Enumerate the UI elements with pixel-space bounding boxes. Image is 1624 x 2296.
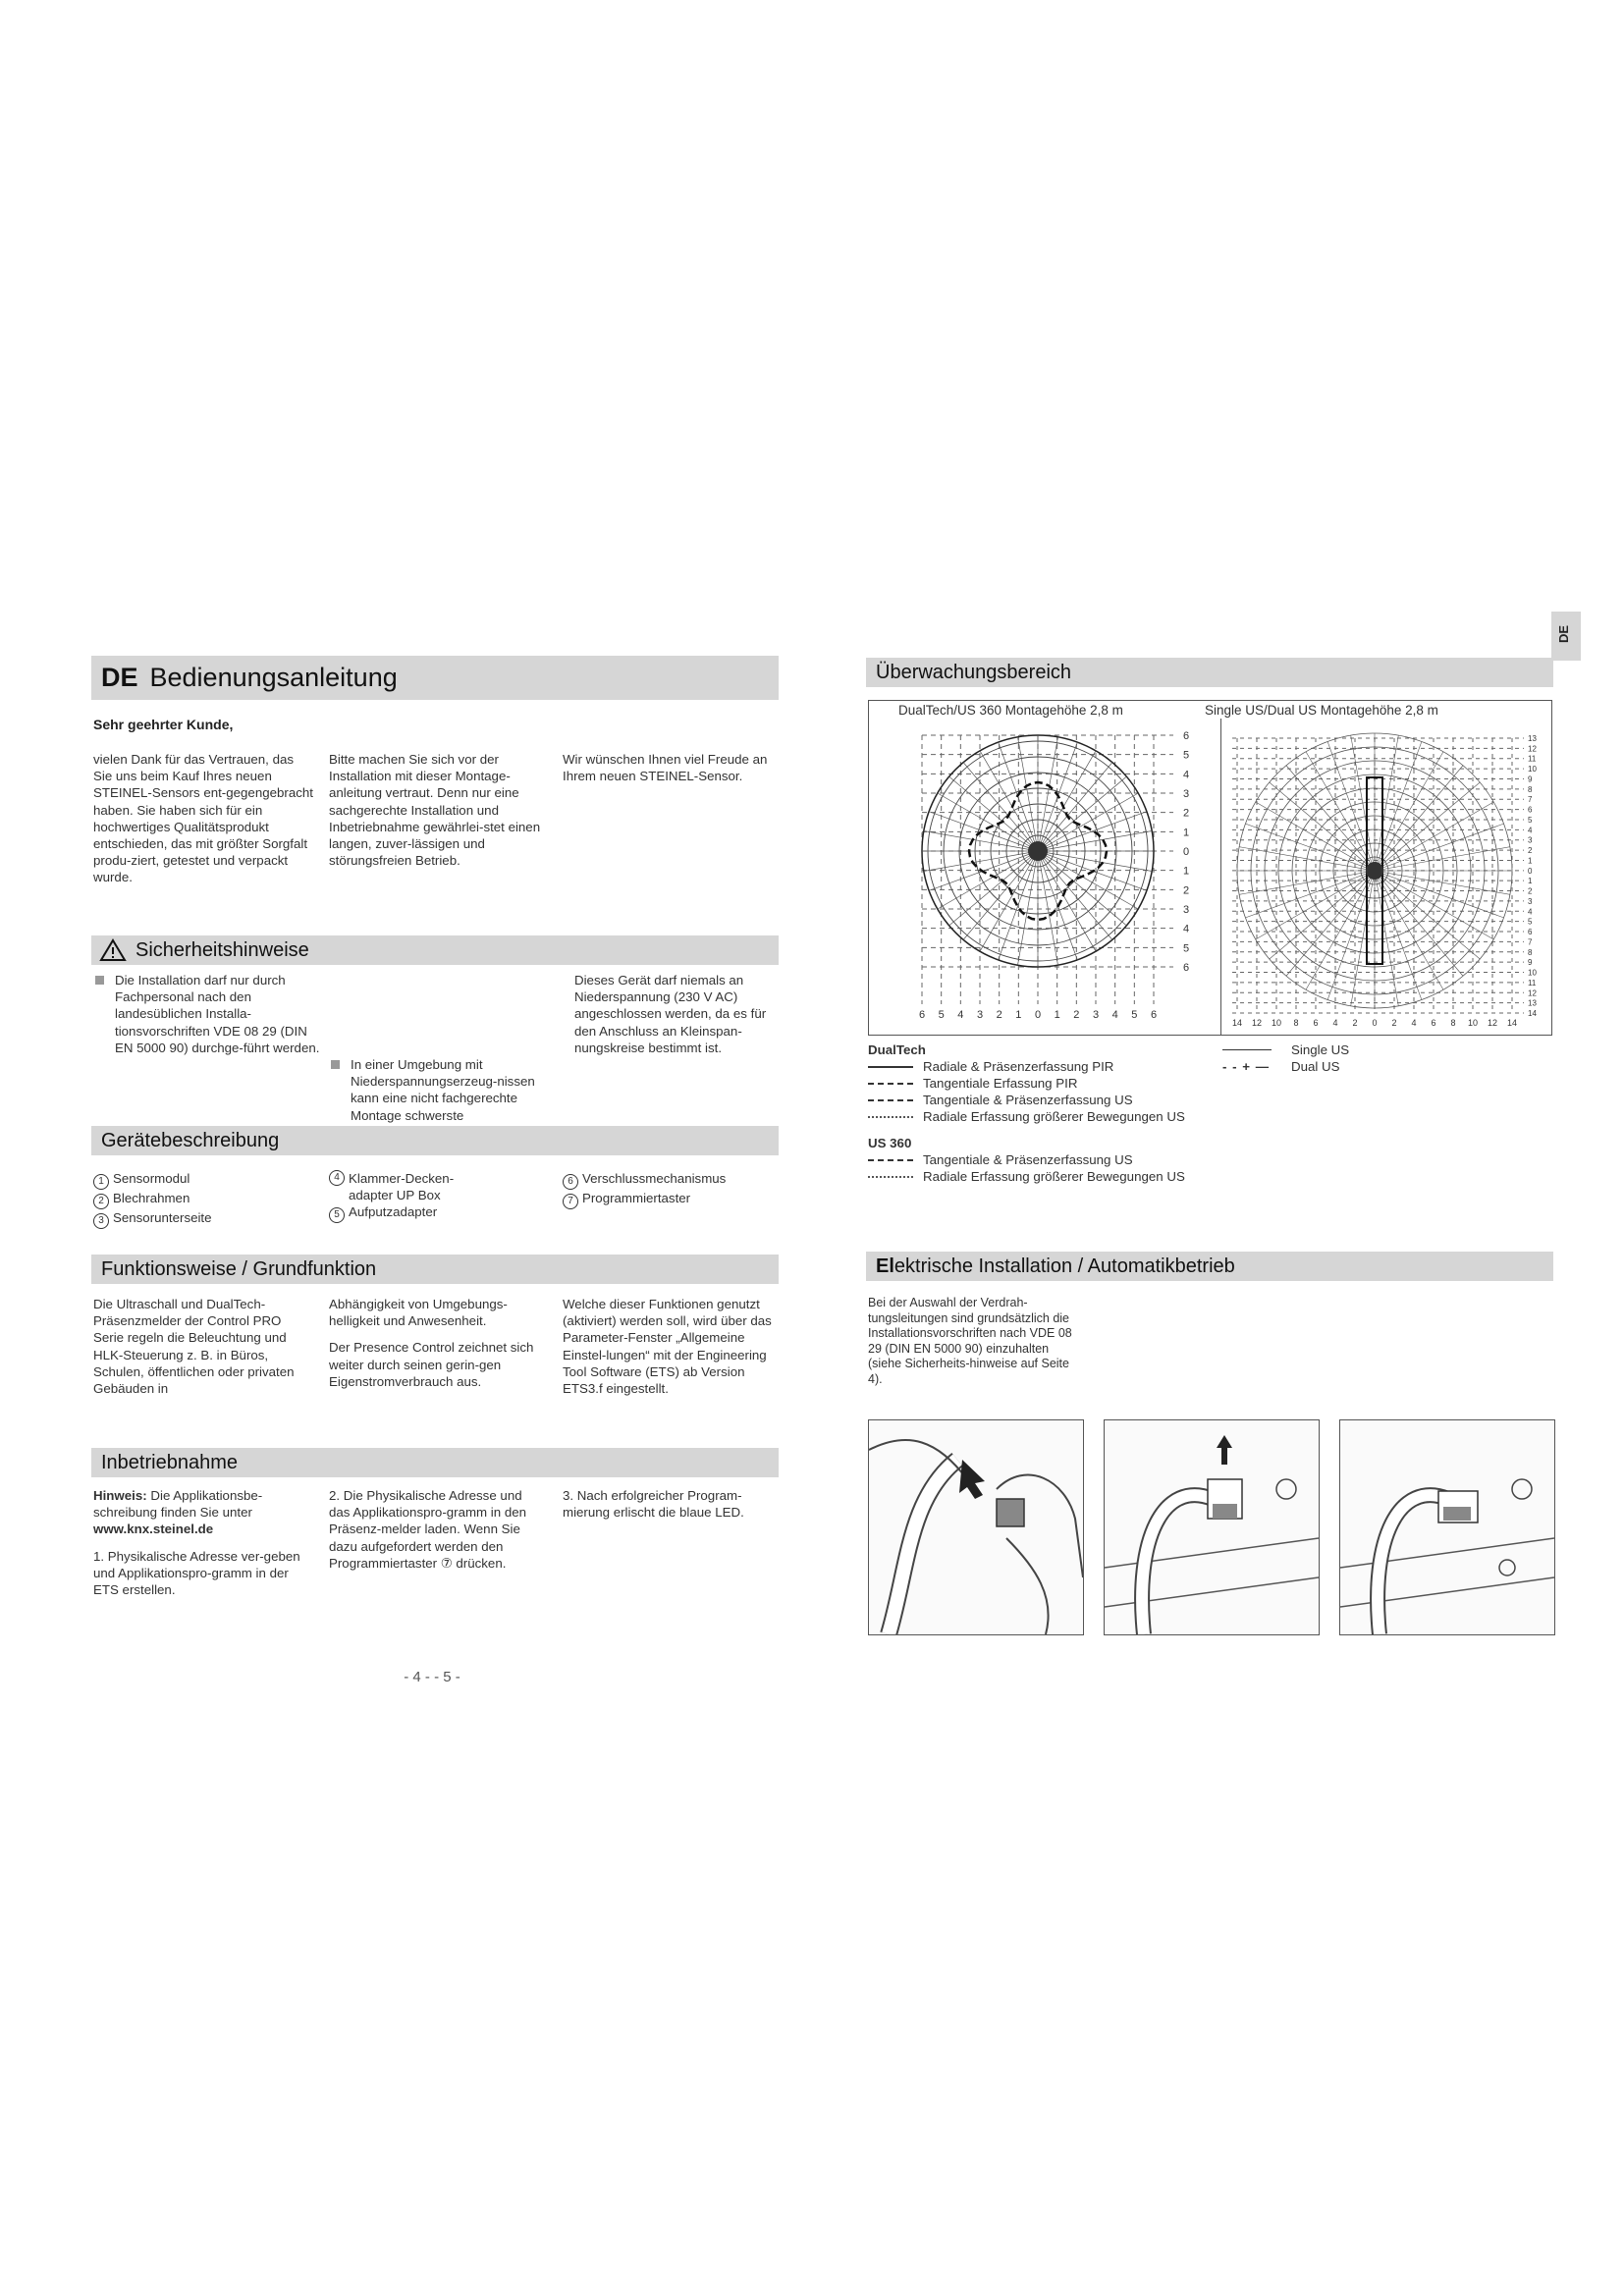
legend-item: Radiale Erfassung größerer Bewegungen US	[868, 1168, 1280, 1185]
y-tick-label: 11	[1528, 754, 1537, 764]
electrical-title: ektrische Installation / Automatikbetrieb	[893, 1255, 1235, 1277]
x-tick-label: 0	[1034, 1009, 1042, 1021]
intro-col-1: vielen Dank für das Vertrauen, das Sie uns beim Kauf Ihres neuen STEINEL-Sensors ent-gegengebracht haben. Sie haben sich für ein hochwertiges Qualitätsprodukt entschieden, das mit größter Sorgfalt produ-ziert, getestet und verpackt wurde.	[93, 752, 313, 885]
device-item: 2 Blechrahmen	[93, 1190, 299, 1209]
x-tick-label: 8	[1450, 1018, 1456, 1028]
commissioning-col-1	[93, 1487, 304, 1608]
intro-col-2: Bitte machen Sie sich vor der Installation mit dieser Montage-anleitung vertraut. Denn nur eine sachgerechte Installation und Inbetriebnahme gewährlei-stet einen langen, zuver-lässigen und störungsfreien Betrieb.	[329, 752, 541, 869]
device-header	[91, 1126, 779, 1155]
legend-dualtech	[868, 1041, 1280, 1185]
function-col-1: Die Ultraschall und DualTech-Präsenzmelder der Control PRO Serie regeln die Beleuchtung und HLK-Steuerung z. B. in Büros, Schulen, öffentlichen oder privaten Gebäuden in	[93, 1297, 295, 1397]
legend-item: - - + — Dual US	[1222, 1059, 1340, 1074]
legend-item: Radiale & Präsenzerfassung PIR	[868, 1058, 1280, 1075]
function-col-2a: Abhängigkeit von Umgebungs-helligkeit und Anwesenheit.	[329, 1297, 508, 1329]
device-item: 5 Aufputzadapter	[329, 1203, 476, 1223]
x-tick-label: 1	[1015, 1009, 1022, 1021]
function-col-2	[329, 1296, 540, 1400]
sensor-center	[1366, 862, 1383, 880]
x-tick-label: 8	[1293, 1018, 1299, 1028]
monitoring-header	[866, 658, 1553, 687]
installation-photo-3	[1339, 1419, 1555, 1635]
safety-col-3: Dieses Gerät darf niemals an Niederspannung (230 V AC) angeschlossen werden, da es für den Anschluss an Kleinspan-nungskreise bestimmt ist.	[574, 973, 767, 1055]
y-tick-label: 10	[1528, 968, 1537, 978]
y-tick-label: 1	[1528, 877, 1533, 886]
safety-col-1: Die Installation darf nur durch Fachpersonal nach den landesüblichen Installa-tionsvorschriften VDE 08 29 (DIN EN 5000 90) durchge-führt werden.	[93, 972, 326, 1056]
x-tick-label: 2	[1391, 1018, 1397, 1028]
y-tick-label: 1	[1183, 827, 1190, 839]
y-tick-label: 2	[1528, 846, 1533, 856]
safety-col-2: In einer Umgebung mit Niederspannungserzeug-nissen kann eine nicht fachgerechte Montage schwerste	[329, 1056, 557, 1157]
device-item: 4 Klammer-Decken-adapter UP Box	[329, 1170, 476, 1203]
x-tick-label: 2	[1352, 1018, 1358, 1028]
y-tick-label: 13	[1528, 998, 1537, 1008]
y-tick-label: 6	[1528, 805, 1533, 815]
x-tick-label: 4	[1111, 1009, 1118, 1021]
y-tick-label: 3	[1183, 788, 1190, 800]
x-tick-label: 10	[1271, 1018, 1282, 1028]
y-tick-label: 9	[1528, 774, 1533, 784]
safety-header	[91, 935, 779, 965]
x-tick-label: 6	[1431, 1018, 1436, 1028]
y-tick-label: 9	[1528, 958, 1533, 968]
x-tick-label: 6	[1313, 1018, 1319, 1028]
legend-item: Tangentiale & Präsenzerfassung US	[868, 1092, 1280, 1108]
y-tick-label: 5	[1183, 749, 1190, 762]
hint-label: Hinweis:	[93, 1488, 147, 1503]
y-tick-label: 1	[1183, 865, 1190, 878]
legend-item: Tangentiale & Präsenzerfassung US	[868, 1151, 1280, 1168]
x-tick-label: 12	[1251, 1018, 1263, 1028]
y-tick-label: 3	[1528, 896, 1533, 906]
installation-illustration-1	[869, 1420, 1083, 1634]
hint-text: Die Applikationsbe-schreibung finden Sie unter	[93, 1488, 263, 1521]
step-2: 2. Die Physikalische Adresse und das Applikationspro-gramm in den Präsenz-melder laden. Wenn Sie dazu aufgefordert werden den Programmiertaster ⑦ drücken.	[329, 1488, 527, 1571]
y-tick-label: 4	[1528, 907, 1533, 917]
coverage-diagram	[868, 700, 1552, 1036]
y-tick-label: 8	[1528, 784, 1533, 794]
device-list-col-2	[329, 1170, 476, 1223]
installation-illustration-3	[1340, 1420, 1554, 1634]
function-col-3: Welche dieser Funktionen genutzt (aktiviert) werden soll, wird über das Parameter-Fenster „Allgemeine Einstel-lungen“ mit der Engineering Tool Software (ETS) ab Version ETS3.f eingestellt.	[563, 1297, 772, 1397]
installation-photo-2	[1104, 1419, 1320, 1635]
y-tick-label: 2	[1183, 884, 1190, 897]
main-header-code: DE	[101, 663, 138, 692]
y-tick-label: 4	[1528, 826, 1533, 835]
x-tick-label: 1	[1054, 1009, 1060, 1021]
y-tick-label: 2	[1528, 886, 1533, 896]
y-tick-label: 10	[1528, 765, 1537, 774]
x-tick-label: 4	[1411, 1018, 1417, 1028]
y-tick-label: 14	[1528, 1009, 1537, 1018]
x-tick-label: 6	[918, 1009, 926, 1021]
electrical-title-bold: El	[876, 1255, 894, 1277]
y-tick-label: 6	[1183, 962, 1190, 974]
electrical-header	[866, 1252, 1553, 1281]
greeting: Sehr geehrter Kunde,	[93, 717, 234, 732]
y-tick-label: 7	[1528, 795, 1533, 805]
sensor-center	[1028, 841, 1048, 861]
x-tick-label: 0	[1372, 1018, 1378, 1028]
diagram-title-left: DualTech/US 360 Montagehöhe 2,8 m	[898, 703, 1123, 718]
y-tick-label: 5	[1528, 917, 1533, 927]
dualtech-diagram	[869, 719, 1218, 1035]
single-us-diagram	[1222, 719, 1551, 1035]
monitoring-title: Überwachungsbereich	[876, 662, 1072, 683]
y-tick-label: 12	[1528, 988, 1537, 998]
installation-photo-1	[868, 1419, 1084, 1635]
step-3: 3. Nach erfolgreicher Program-mierung erlischt die blaue LED.	[563, 1488, 744, 1521]
y-tick-label: 4	[1183, 923, 1190, 935]
installation-illustration-2	[1105, 1420, 1319, 1634]
device-item: 6 Verschlussmechanismus	[563, 1170, 779, 1190]
device-item: 1 Sensormodul	[93, 1170, 299, 1190]
step-1: 1. Physikalische Adresse ver-geben und Applikationspro-gramm in der ETS erstellen.	[93, 1548, 300, 1598]
y-tick-label: 4	[1183, 769, 1190, 781]
commissioning-header	[91, 1448, 779, 1477]
legend-item: Single US	[1222, 1041, 1419, 1058]
diagram-divider	[1220, 719, 1221, 1035]
function-header	[91, 1255, 779, 1284]
x-tick-label: 12	[1487, 1018, 1498, 1028]
y-tick-label: 0	[1183, 846, 1190, 858]
safety-title: Sicherheitshinweise	[135, 939, 309, 961]
electrical-text: Bei der Auswahl der Verdrah-tungsleitungen sind grundsätzlich die Installationsvorschriften nach VDE 08 29 (DIN EN 5000 90) einzuhalten (siehe Sicherheits-hinweise auf Seite 4).	[868, 1296, 1072, 1386]
x-tick-label: 4	[1332, 1018, 1338, 1028]
x-tick-label: 4	[957, 1009, 964, 1021]
y-tick-label: 7	[1528, 937, 1533, 947]
legend-item: Radiale Erfassung größerer Bewegungen US	[868, 1108, 1280, 1125]
y-tick-label: 3	[1183, 904, 1190, 916]
y-tick-label: 5	[1183, 942, 1190, 955]
y-tick-label: 6	[1183, 730, 1190, 742]
x-tick-label: 10	[1467, 1018, 1479, 1028]
y-tick-label: 11	[1528, 978, 1537, 988]
diagram-title-right: Single US/Dual US Montagehöhe 2,8 m	[1205, 703, 1438, 718]
x-tick-label: 2	[1073, 1009, 1080, 1021]
y-tick-label: 0	[1528, 866, 1533, 876]
x-tick-label: 2	[996, 1009, 1002, 1021]
x-tick-label: 5	[1131, 1009, 1138, 1021]
commissioning-title: Inbetriebnahme	[101, 1452, 238, 1473]
legend-right	[1222, 1041, 1419, 1075]
device-title: Gerätebeschreibung	[101, 1130, 280, 1151]
x-tick-label: 6	[1150, 1009, 1158, 1021]
device-list-col-3	[563, 1170, 779, 1209]
function-col-2b: Der Presence Control zeichnet sich weiter durch seinen gerin-gen Eigenstromverbrauch aus.	[329, 1340, 534, 1389]
device-list-col-1	[93, 1170, 299, 1229]
y-tick-label: 6	[1528, 928, 1533, 937]
x-tick-label: 5	[938, 1009, 945, 1021]
legend-item: Tangentiale Erfassung PIR	[868, 1075, 1280, 1092]
intro-col-3: Wir wünschen Ihnen viel Freude an Ihrem neuen STEINEL-Sensor.	[563, 752, 768, 784]
y-tick-label: 5	[1528, 815, 1533, 825]
knx-url[interactable]: www.knx.steinel.de	[93, 1522, 214, 1537]
y-tick-label: 3	[1528, 835, 1533, 845]
language-tab	[1551, 612, 1581, 661]
function-title: Funktionsweise / Grundfunktion	[101, 1258, 377, 1280]
y-tick-label: 8	[1528, 947, 1533, 957]
y-tick-label: 13	[1528, 734, 1537, 743]
legend-us360-title: US 360	[868, 1136, 912, 1150]
language-tab-label: DE	[1556, 624, 1571, 643]
x-tick-label: 14	[1506, 1018, 1518, 1028]
x-tick-label: 14	[1231, 1018, 1243, 1028]
page-number: - 4 - - 5 -	[404, 1669, 460, 1685]
device-item: 7 Programmiertaster	[563, 1190, 779, 1209]
device-item: 3 Sensorunterseite	[93, 1209, 299, 1229]
x-tick-label: 3	[1092, 1009, 1100, 1021]
legend-dualtech-title: DualTech	[868, 1042, 926, 1057]
main-header-title: Bedienungsanleitung	[149, 663, 398, 692]
x-tick-label: 3	[976, 1009, 984, 1021]
y-tick-label: 2	[1183, 807, 1190, 820]
main-header	[91, 656, 779, 700]
y-tick-label: 12	[1528, 744, 1537, 754]
warning-icon	[99, 938, 127, 962]
y-tick-label: 1	[1528, 856, 1533, 866]
